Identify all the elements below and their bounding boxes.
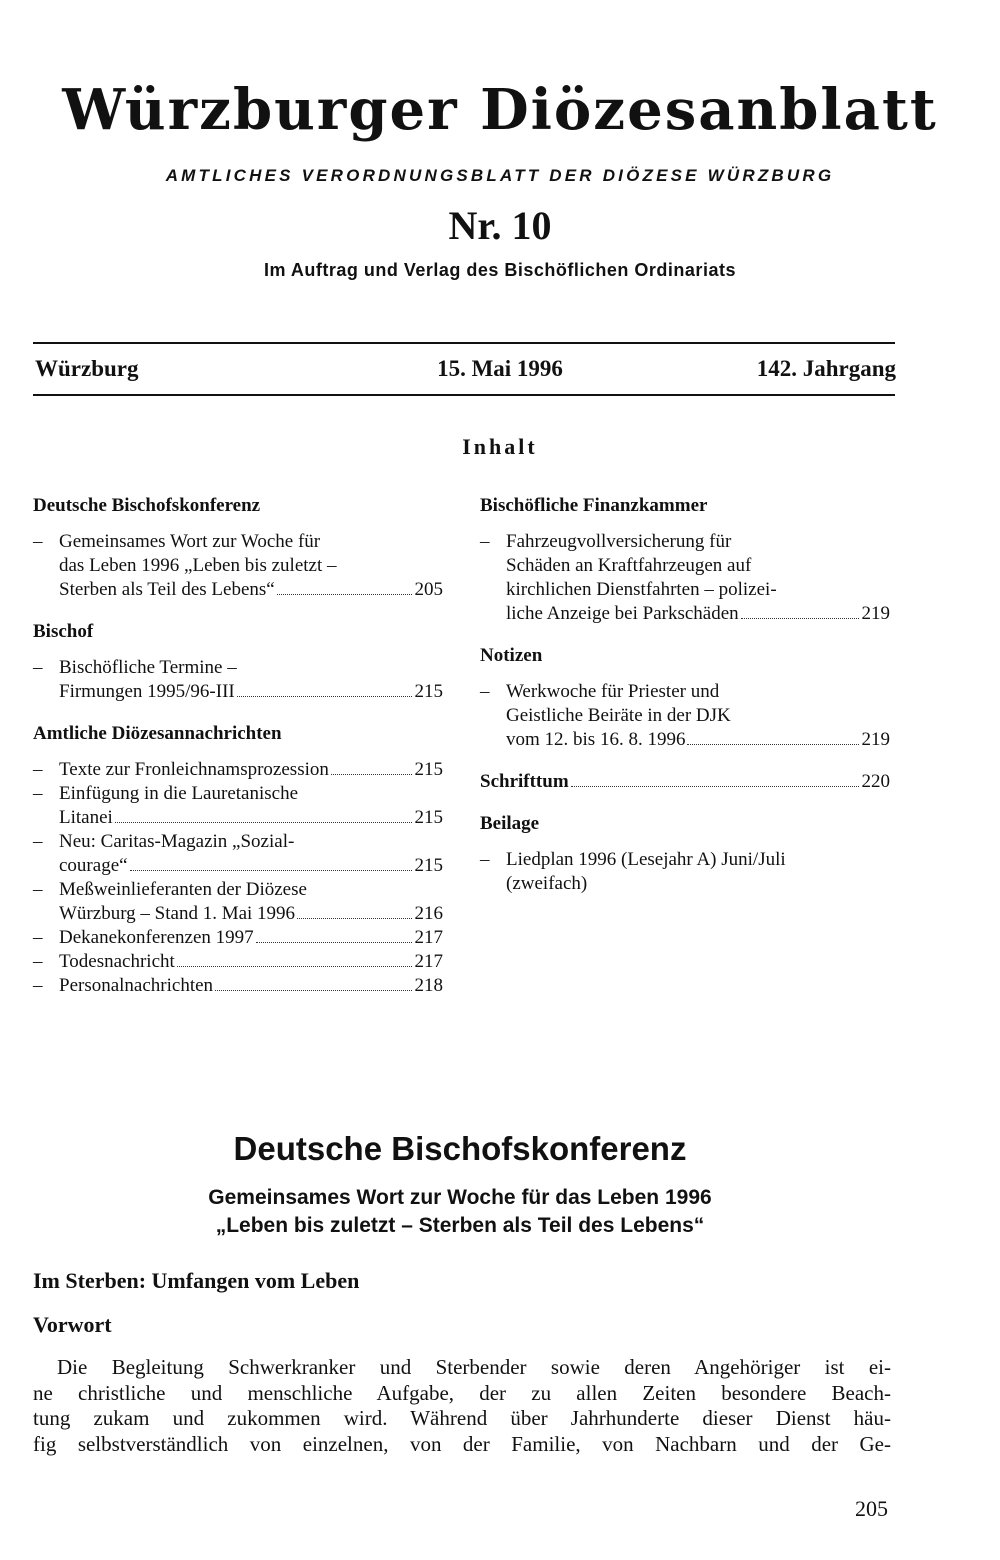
toc-page-number: 218 bbox=[414, 975, 443, 996]
dash-bullet: – bbox=[480, 681, 490, 702]
dot-leader bbox=[277, 594, 412, 595]
toc-page-number: 220 bbox=[861, 771, 890, 792]
dot-leader bbox=[331, 774, 412, 775]
bottom-rule bbox=[33, 394, 895, 396]
toc-section bbox=[480, 644, 890, 752]
body-line: tung zukam und zukommen wird. Während über Jahrhunderte dieser Dienst häu- bbox=[33, 1406, 891, 1430]
toc-entry-line: Liedplan 1996 (Lesejahr A) Juni/Juli bbox=[506, 849, 786, 870]
dash-bullet: – bbox=[33, 783, 43, 804]
toc-section-title: Bischof bbox=[33, 621, 94, 642]
dash-bullet: – bbox=[33, 951, 43, 972]
article-heading: Deutsche Bischofskonferenz bbox=[233, 1130, 687, 1167]
toc-entry bbox=[480, 530, 890, 626]
toc-entry-text: Dekanekonferenzen 1997 bbox=[59, 927, 254, 948]
toc-entry-last-line bbox=[59, 854, 443, 878]
toc-entry-last-line bbox=[59, 950, 443, 974]
toc-section-title: Bischöfliche Finanzkammer bbox=[480, 495, 708, 516]
toc-entry-line: Gemeinsames Wort zur Woche für bbox=[59, 531, 321, 552]
toc-section-title bbox=[480, 770, 890, 794]
article-subheading-line-2: „Leben bis zuletzt – Sterben als Teil des Lebens“ bbox=[215, 1214, 705, 1237]
toc-entry bbox=[33, 656, 443, 704]
toc-entry-text: Litanei bbox=[59, 807, 113, 828]
toc-page-number: 216 bbox=[414, 903, 443, 924]
dash-bullet: – bbox=[33, 975, 43, 996]
issue-number: Nr. 10 bbox=[448, 203, 552, 248]
toc-entry bbox=[33, 974, 443, 998]
toc-section bbox=[33, 494, 443, 602]
dateline-place: Würzburg bbox=[35, 356, 139, 381]
toc-section bbox=[480, 812, 890, 896]
dot-leader bbox=[256, 942, 412, 943]
toc-entry-text: Texte zur Fronleichnamsprozession bbox=[59, 759, 329, 780]
top-rule bbox=[33, 342, 895, 344]
toc-entry-text: Todesnachricht bbox=[59, 951, 175, 972]
dot-leader bbox=[130, 870, 412, 871]
toc-entry-line: Werkwoche für Priester und bbox=[506, 681, 720, 702]
toc-entry-line: Einfügung in die Lauretanische bbox=[59, 783, 299, 804]
toc-entry-text: courage“ bbox=[59, 855, 128, 876]
toc-entry-text: Würzburg – Stand 1. Mai 1996 bbox=[59, 903, 296, 924]
dash-bullet: – bbox=[33, 879, 43, 900]
toc-entry-line: kirchlichen Dienstfahrten – polizei- bbox=[506, 579, 777, 600]
toc-entry-line: das Leben 1996 „Leben bis zuletzt – bbox=[59, 555, 337, 576]
toc-entry-last-line bbox=[59, 926, 443, 950]
dot-leader bbox=[687, 744, 858, 745]
dash-bullet: – bbox=[33, 759, 43, 780]
toc-section-title: Beilage bbox=[480, 813, 540, 834]
dash-bullet: – bbox=[480, 849, 490, 870]
dot-leader bbox=[741, 618, 859, 619]
toc-section-title: Notizen bbox=[480, 645, 543, 666]
toc-entry-last-line bbox=[59, 806, 443, 830]
dash-bullet: – bbox=[33, 531, 43, 552]
subsection-title: Vorwort bbox=[33, 1312, 112, 1337]
dash-bullet: – bbox=[480, 531, 490, 552]
toc-left-column bbox=[33, 494, 443, 1016]
toc-entry-last-line bbox=[59, 974, 443, 998]
toc-page-number: 215 bbox=[414, 807, 443, 828]
dateline-volume: 142. Jahrgang bbox=[756, 356, 896, 381]
toc-section bbox=[480, 494, 890, 626]
toc-section bbox=[33, 620, 443, 704]
toc-entry bbox=[33, 530, 443, 602]
body-line: ne christliche und menschliche Aufgabe, der zu allen Zeiten besondere Beach- bbox=[33, 1380, 891, 1405]
dot-leader bbox=[215, 990, 411, 991]
toc-entry-line: Schäden an Kraftfahrzeugen auf bbox=[506, 555, 752, 576]
toc-section bbox=[33, 722, 443, 998]
toc-entry-line: Geistliche Beiräte in der DJK bbox=[506, 705, 731, 726]
toc-entry bbox=[480, 680, 890, 752]
toc-entry bbox=[33, 950, 443, 974]
toc-entry-line: (zweifach) bbox=[506, 873, 588, 894]
dot-leader bbox=[115, 822, 412, 823]
toc-page-number: 217 bbox=[414, 951, 443, 972]
masthead-subtitle: AMTLICHES VERORDNUNGSBLATT DER DIÖZESE WÜRZBURG bbox=[165, 166, 835, 185]
toc-page-number: 215 bbox=[414, 855, 443, 876]
article-subheading-line-1: Gemeinsames Wort zur Woche für das Leben 1996 bbox=[208, 1186, 712, 1209]
toc-entry-text: Personalnachrichten bbox=[59, 975, 214, 996]
toc-entry-text: Sterben als Teil des Lebens“ bbox=[59, 579, 275, 600]
toc-entry-last-line bbox=[506, 602, 890, 626]
dot-leader bbox=[297, 918, 411, 919]
dash-bullet: – bbox=[33, 831, 43, 852]
toc-heading: Inhalt bbox=[462, 434, 538, 459]
toc-section bbox=[480, 770, 890, 794]
masthead-title: Würzburger Diözesanblatt bbox=[62, 77, 938, 143]
toc-entry-text: Firmungen 1995/96-III bbox=[59, 681, 235, 702]
page-number: 205 bbox=[855, 1496, 888, 1521]
toc-page-number: 219 bbox=[861, 603, 890, 624]
toc-entry-last-line bbox=[59, 680, 443, 704]
toc-entry bbox=[33, 878, 443, 926]
dot-leader bbox=[177, 966, 412, 967]
toc-page-number: 205 bbox=[414, 579, 443, 600]
dateline-date: 15. Mai 1996 bbox=[437, 356, 563, 381]
toc-entry-text: vom 12. bis 16. 8. 1996 bbox=[506, 729, 686, 750]
dash-bullet: – bbox=[33, 657, 43, 678]
toc-entry bbox=[33, 926, 443, 950]
toc-page-number: 215 bbox=[414, 681, 443, 702]
toc-entry-line: Bischöfliche Termine – bbox=[59, 657, 237, 678]
toc-section-title: Amtliche Diözesannachrichten bbox=[33, 723, 282, 744]
toc-entry-last-line bbox=[59, 578, 443, 602]
article-subheading bbox=[0, 1184, 920, 1240]
toc-page-number: 217 bbox=[414, 927, 443, 948]
toc-entry bbox=[33, 782, 443, 830]
dash-bullet: – bbox=[33, 927, 43, 948]
toc-entry-line: Meßweinlieferanten der Diözese bbox=[59, 879, 307, 900]
body-line: fig selbstverständlich von einzelnen, von der Familie, von Nachbarn und der Ge- bbox=[33, 1431, 891, 1456]
toc-entry bbox=[480, 848, 890, 896]
toc-page-number: 215 bbox=[414, 759, 443, 780]
toc-page-number: 219 bbox=[861, 729, 890, 750]
toc-section-title: Deutsche Bischofskonferenz bbox=[33, 495, 261, 516]
toc-entry-last-line bbox=[506, 728, 890, 752]
body-line: Die Begleitung Schwerkranker und Sterbender sowie deren Angehöriger ist ei- bbox=[57, 1355, 891, 1379]
toc-entry-last-line bbox=[59, 758, 443, 782]
toc-entry-text: liche Anzeige bei Parkschäden bbox=[506, 603, 739, 624]
toc-entry-last-line bbox=[59, 902, 443, 926]
toc-entry bbox=[33, 758, 443, 782]
toc-entry-line: Neu: Caritas-Magazin „Sozial- bbox=[59, 831, 295, 852]
toc-right-column bbox=[480, 494, 890, 914]
toc-entry-line: Fahrzeugvollversicherung für bbox=[506, 531, 732, 552]
dot-leader bbox=[237, 696, 412, 697]
toc-entry bbox=[33, 830, 443, 878]
article-body bbox=[33, 1355, 891, 1457]
toc-section-label: Schrifttum bbox=[480, 771, 569, 792]
dot-leader bbox=[571, 786, 859, 787]
section-title: Im Sterben: Umfangen vom Leben bbox=[33, 1268, 360, 1293]
publisher-line: Im Auftrag und Verlag des Bischöflichen Ordinariats bbox=[264, 260, 736, 280]
